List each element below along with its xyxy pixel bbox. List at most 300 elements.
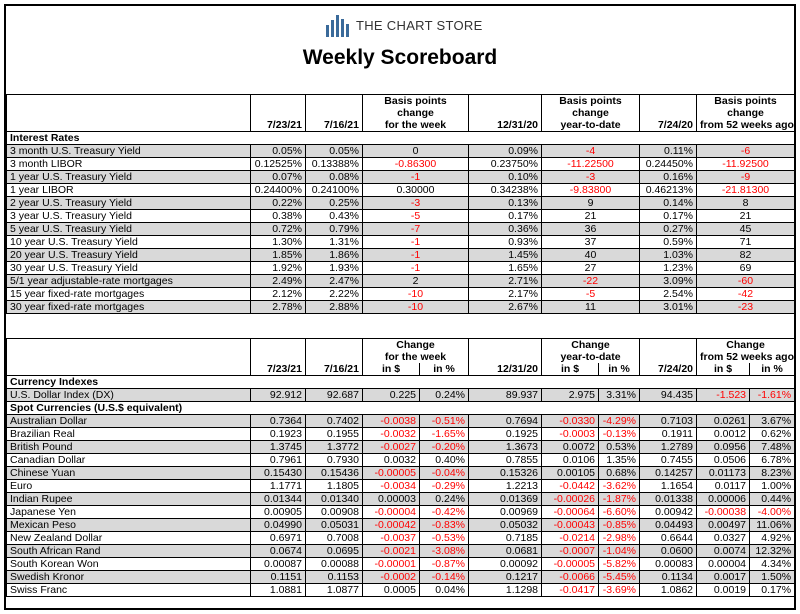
table-row xyxy=(7,428,795,441)
value-cell: 1.03% xyxy=(640,249,697,262)
header-chg-52-1: Change xyxy=(697,339,795,352)
change-pct-cell: 0.04% xyxy=(420,584,469,597)
table-row xyxy=(7,236,795,249)
change-usd-cell: -0.0037 xyxy=(363,532,420,545)
value-cell: 0.04990 xyxy=(251,519,306,532)
row-label: Canadian Dollar xyxy=(7,454,251,467)
row-label: 10 year U.S. Treasury Yield xyxy=(7,236,251,249)
change-usd-cell: -0.0007 xyxy=(542,545,599,558)
change-cell: 37 xyxy=(542,236,640,249)
change-cell: -9.83800 xyxy=(542,184,640,197)
row-label: 3 year U.S. Treasury Yield xyxy=(7,210,251,223)
value-cell: 1.1771 xyxy=(251,480,306,493)
value-cell: 1.2213 xyxy=(469,480,542,493)
value-cell: 0.00908 xyxy=(306,506,363,519)
change-usd-cell: 0.0032 xyxy=(363,454,420,467)
value-cell: 1.0862 xyxy=(640,584,697,597)
value-cell: 0.1153 xyxy=(306,571,363,584)
row-label: 30 year U.S. Treasury Yield xyxy=(7,262,251,275)
value-cell: 0.0600 xyxy=(640,545,697,558)
fx-header-week-pct: in % xyxy=(420,363,469,376)
change-pct-cell: -0.14% xyxy=(420,571,469,584)
change-cell: -1 xyxy=(363,262,469,275)
table-row xyxy=(7,454,795,467)
header-bp-52-2: change xyxy=(697,107,795,119)
value-cell: 0.1134 xyxy=(640,571,697,584)
value-cell: 0.0695 xyxy=(306,545,363,558)
fx-header-ytd-pct: in % xyxy=(599,363,640,376)
change-usd-cell: 0.0261 xyxy=(697,415,750,428)
table-row xyxy=(7,558,795,571)
value-cell: 1.30% xyxy=(251,236,306,249)
value-cell: 0.00969 xyxy=(469,506,542,519)
table-row xyxy=(7,584,795,597)
value-cell: 3.09% xyxy=(640,275,697,288)
change-pct-cell: 8.23% xyxy=(750,467,795,480)
change-cell: 36 xyxy=(542,223,640,236)
value-cell: 0.00087 xyxy=(251,558,306,571)
value-cell: 0.11% xyxy=(640,145,697,158)
value-cell: 1.1298 xyxy=(469,584,542,597)
change-cell: -1 xyxy=(363,171,469,184)
change-pct-cell: 4.34% xyxy=(750,558,795,571)
fx-header-date-4: 7/24/20 xyxy=(640,363,697,376)
fx-header-52-pct: in % xyxy=(750,363,795,376)
value-cell: 2.22% xyxy=(306,288,363,301)
row-label: 5/1 year adjustable-rate mortgages xyxy=(7,275,251,288)
change-cell: 21 xyxy=(542,210,640,223)
header-chg-week-1: Change xyxy=(363,339,469,352)
change-usd-cell: -0.0003 xyxy=(542,428,599,441)
row-label: Swiss Franc xyxy=(7,584,251,597)
change-cell: -60 xyxy=(697,275,795,288)
value-cell: 1.23% xyxy=(640,262,697,275)
logo-text: THE CHART STORE xyxy=(356,17,483,33)
header-chg-ytd-1: Change xyxy=(542,339,640,352)
change-pct-cell: -4.00% xyxy=(750,506,795,519)
change-usd-cell: -0.00064 xyxy=(542,506,599,519)
change-cell: -11.22500 xyxy=(542,158,640,171)
value-cell: 2.71% xyxy=(469,275,542,288)
fx-header-week-usd: in $ xyxy=(363,363,420,376)
header-date-3: 12/31/20 xyxy=(469,119,542,132)
value-cell: 0.43% xyxy=(306,210,363,223)
value-cell: 0.59% xyxy=(640,236,697,249)
value-cell: 89.937 xyxy=(469,389,542,402)
change-usd-cell: 0.0117 xyxy=(697,480,750,493)
change-pct-cell: 1.50% xyxy=(750,571,795,584)
value-cell: 1.93% xyxy=(306,262,363,275)
change-cell: -5 xyxy=(363,210,469,223)
value-cell: 0.7364 xyxy=(251,415,306,428)
value-cell: 1.85% xyxy=(251,249,306,262)
spot-currency-rows xyxy=(7,415,795,597)
change-usd-cell: -0.0027 xyxy=(363,441,420,454)
value-cell: 2.67% xyxy=(469,301,542,314)
value-cell: 1.31% xyxy=(306,236,363,249)
value-cell: 0.1217 xyxy=(469,571,542,584)
change-cell: -1 xyxy=(363,236,469,249)
change-pct-cell: 0.17% xyxy=(750,584,795,597)
value-cell: 0.1923 xyxy=(251,428,306,441)
value-cell: 2.78% xyxy=(251,301,306,314)
value-cell: 2.17% xyxy=(469,288,542,301)
change-pct-cell: 1.00% xyxy=(750,480,795,493)
table-row xyxy=(7,389,795,402)
change-pct-cell: 0.68% xyxy=(599,467,640,480)
value-cell: 0.7855 xyxy=(469,454,542,467)
change-usd-cell: -0.00026 xyxy=(542,493,599,506)
interest-rates-table xyxy=(6,94,795,314)
change-pct-cell: 6.78% xyxy=(750,454,795,467)
change-cell: -7 xyxy=(363,223,469,236)
value-cell: 0.00942 xyxy=(640,506,697,519)
change-pct-cell: -3.08% xyxy=(420,545,469,558)
value-cell: 0.6644 xyxy=(640,532,697,545)
value-cell: 0.10% xyxy=(469,171,542,184)
change-cell: -3 xyxy=(542,171,640,184)
fx-header-date-3: 12/31/20 xyxy=(469,363,542,376)
value-cell: 1.1805 xyxy=(306,480,363,493)
change-pct-cell: -3.62% xyxy=(599,480,640,493)
section-currency-indexes: Currency Indexes xyxy=(7,376,795,389)
change-pct-cell: -1.87% xyxy=(599,493,640,506)
change-cell: -23 xyxy=(697,301,795,314)
change-usd-cell: 0.0072 xyxy=(542,441,599,454)
header-bp-52-3: from 52 weeks ago xyxy=(697,119,795,132)
value-cell: 0.7455 xyxy=(640,454,697,467)
header-bp-week-1: Basis points xyxy=(363,95,469,108)
value-cell: 0.04493 xyxy=(640,519,697,532)
change-usd-cell: 0.0017 xyxy=(697,571,750,584)
value-cell: 0.34238% xyxy=(469,184,542,197)
change-cell: 71 xyxy=(697,236,795,249)
change-usd-cell: 0.0506 xyxy=(697,454,750,467)
table-row xyxy=(7,158,795,171)
change-pct-cell: 7.48% xyxy=(750,441,795,454)
row-label: Swedish Kronor xyxy=(7,571,251,584)
change-cell: -6 xyxy=(697,145,795,158)
value-cell: 0.15326 xyxy=(469,467,542,480)
value-cell: 0.05031 xyxy=(306,519,363,532)
interest-rates-rows xyxy=(7,145,795,314)
value-cell: 2.12% xyxy=(251,288,306,301)
change-usd-cell: -0.0038 xyxy=(363,415,420,428)
value-cell: 0.15430 xyxy=(251,467,306,480)
table-row xyxy=(7,262,795,275)
change-pct-cell: 0.44% xyxy=(750,493,795,506)
header-date-4: 7/24/20 xyxy=(640,119,697,132)
change-pct-cell: -1.65% xyxy=(420,428,469,441)
row-label: New Zealand Dollar xyxy=(7,532,251,545)
value-cell: 0.27% xyxy=(640,223,697,236)
table-row xyxy=(7,519,795,532)
change-pct-cell: -0.13% xyxy=(599,428,640,441)
table-row xyxy=(7,545,795,558)
value-cell: 92.687 xyxy=(306,389,363,402)
table-row xyxy=(7,571,795,584)
value-cell: 2.54% xyxy=(640,288,697,301)
value-cell: 0.12525% xyxy=(251,158,306,171)
change-pct-cell: -5.82% xyxy=(599,558,640,571)
value-cell: 0.14257 xyxy=(640,467,697,480)
value-cell: 0.0681 xyxy=(469,545,542,558)
value-cell: 0.01338 xyxy=(640,493,697,506)
change-usd-cell: -0.0032 xyxy=(363,428,420,441)
value-cell: 0.05032 xyxy=(469,519,542,532)
change-pct-cell: -0.42% xyxy=(420,506,469,519)
change-usd-cell: -1.523 xyxy=(697,389,750,402)
change-usd-cell: -0.0442 xyxy=(542,480,599,493)
table-row xyxy=(7,467,795,480)
table-row xyxy=(7,301,795,314)
change-usd-cell: 2.975 xyxy=(542,389,599,402)
table-row xyxy=(7,441,795,454)
value-cell: 0.46213% xyxy=(640,184,697,197)
change-pct-cell: -0.20% xyxy=(420,441,469,454)
value-cell: 0.15436 xyxy=(306,467,363,480)
value-cell: 0.7185 xyxy=(469,532,542,545)
value-cell: 0.72% xyxy=(251,223,306,236)
table-row xyxy=(7,288,795,301)
change-cell: 82 xyxy=(697,249,795,262)
section-interest-rates: Interest Rates xyxy=(7,132,795,145)
value-cell: 0.01340 xyxy=(306,493,363,506)
header-chg-week-2: for the week xyxy=(363,351,469,363)
change-usd-cell: -0.00043 xyxy=(542,519,599,532)
change-pct-cell: -2.98% xyxy=(599,532,640,545)
row-label: 3 month LIBOR xyxy=(7,158,251,171)
row-label: 15 year fixed-rate mortgages xyxy=(7,288,251,301)
row-label: 3 month U.S. Treasury Yield xyxy=(7,145,251,158)
change-cell: 0.30000 xyxy=(363,184,469,197)
change-cell: 40 xyxy=(542,249,640,262)
change-pct-cell: -4.29% xyxy=(599,415,640,428)
change-usd-cell: 0.00003 xyxy=(363,493,420,506)
change-cell: 0 xyxy=(363,145,469,158)
value-cell: 3.01% xyxy=(640,301,697,314)
value-cell: 0.22% xyxy=(251,197,306,210)
change-pct-cell: -1.61% xyxy=(750,389,795,402)
row-label: South African Rand xyxy=(7,545,251,558)
value-cell: 0.14% xyxy=(640,197,697,210)
change-cell: -0.86300 xyxy=(363,158,469,171)
change-usd-cell: -0.00001 xyxy=(363,558,420,571)
row-label: Australian Dollar xyxy=(7,415,251,428)
change-usd-cell: 0.00497 xyxy=(697,519,750,532)
value-cell: 0.07% xyxy=(251,171,306,184)
value-cell: 92.912 xyxy=(251,389,306,402)
change-pct-cell: 12.32% xyxy=(750,545,795,558)
section-spot-currencies: Spot Currencies (U.S.$ equivalent) xyxy=(7,402,795,415)
value-cell: 94.435 xyxy=(640,389,697,402)
change-cell: 9 xyxy=(542,197,640,210)
bar-chart-logo-icon xyxy=(324,13,350,37)
change-usd-cell: -0.00004 xyxy=(363,506,420,519)
header-bp-52-1: Basis points xyxy=(697,95,795,108)
value-cell: 0.0674 xyxy=(251,545,306,558)
fx-header-date-2: 7/16/21 xyxy=(306,363,363,376)
change-pct-cell: 0.53% xyxy=(599,441,640,454)
change-pct-cell: 0.24% xyxy=(420,493,469,506)
value-cell: 2.49% xyxy=(251,275,306,288)
fx-header-ytd-usd: in $ xyxy=(542,363,599,376)
value-cell: 0.1925 xyxy=(469,428,542,441)
change-pct-cell: 4.92% xyxy=(750,532,795,545)
row-label: 5 year U.S. Treasury Yield xyxy=(7,223,251,236)
row-label: 2 year U.S. Treasury Yield xyxy=(7,197,251,210)
value-cell: 1.3745 xyxy=(251,441,306,454)
value-cell: 1.65% xyxy=(469,262,542,275)
change-pct-cell: -0.04% xyxy=(420,467,469,480)
table-row xyxy=(7,145,795,158)
change-cell: 69 xyxy=(697,262,795,275)
change-usd-cell: 0.225 xyxy=(363,389,420,402)
value-cell: 0.09% xyxy=(469,145,542,158)
header-bp-ytd-1: Basis points xyxy=(542,95,640,108)
value-cell: 0.13% xyxy=(469,197,542,210)
change-cell: 27 xyxy=(542,262,640,275)
change-cell: -11.92500 xyxy=(697,158,795,171)
change-cell: -21.81300 xyxy=(697,184,795,197)
value-cell: 0.13388% xyxy=(306,158,363,171)
value-cell: 0.00905 xyxy=(251,506,306,519)
change-pct-cell: -0.53% xyxy=(420,532,469,545)
change-usd-cell: 0.0956 xyxy=(697,441,750,454)
value-cell: 0.05% xyxy=(251,145,306,158)
table-row xyxy=(7,415,795,428)
value-cell: 1.2789 xyxy=(640,441,697,454)
value-cell: 0.38% xyxy=(251,210,306,223)
value-cell: 0.1955 xyxy=(306,428,363,441)
value-cell: 0.00088 xyxy=(306,558,363,571)
value-cell: 1.1654 xyxy=(640,480,697,493)
value-cell: 0.08% xyxy=(306,171,363,184)
change-cell: 2 xyxy=(363,275,469,288)
value-cell: 1.3673 xyxy=(469,441,542,454)
change-usd-cell: 0.0012 xyxy=(697,428,750,441)
value-cell: 1.92% xyxy=(251,262,306,275)
change-usd-cell: 0.00006 xyxy=(697,493,750,506)
row-label: Euro xyxy=(7,480,251,493)
currency-table xyxy=(6,338,795,597)
value-cell: 0.7694 xyxy=(469,415,542,428)
value-cell: 0.24400% xyxy=(251,184,306,197)
table-row xyxy=(7,532,795,545)
page-title: Weekly Scoreboard xyxy=(302,46,498,69)
change-pct-cell: -3.69% xyxy=(599,584,640,597)
change-cell: 8 xyxy=(697,197,795,210)
change-pct-cell: 0.24% xyxy=(420,389,469,402)
table-row xyxy=(7,480,795,493)
table-row xyxy=(7,197,795,210)
change-cell: 21 xyxy=(697,210,795,223)
change-pct-cell: 3.67% xyxy=(750,415,795,428)
table-row xyxy=(7,275,795,288)
change-pct-cell: -5.45% xyxy=(599,571,640,584)
change-usd-cell: -0.0417 xyxy=(542,584,599,597)
table-row xyxy=(7,210,795,223)
change-cell: -42 xyxy=(697,288,795,301)
change-pct-cell: 0.40% xyxy=(420,454,469,467)
fx-header-date-1: 7/23/21 xyxy=(251,363,306,376)
row-label: British Pound xyxy=(7,441,251,454)
value-cell: 0.24100% xyxy=(306,184,363,197)
header-date-2: 7/16/21 xyxy=(306,119,363,132)
value-cell: 1.3772 xyxy=(306,441,363,454)
table-row xyxy=(7,223,795,236)
change-pct-cell: -0.83% xyxy=(420,519,469,532)
change-pct-cell: 0.62% xyxy=(750,428,795,441)
change-cell: 11 xyxy=(542,301,640,314)
change-usd-cell: -0.0034 xyxy=(363,480,420,493)
row-label: South Korean Won xyxy=(7,558,251,571)
change-usd-cell: -0.0002 xyxy=(363,571,420,584)
change-usd-cell: 0.0005 xyxy=(363,584,420,597)
change-cell: -22 xyxy=(542,275,640,288)
header-bp-week-3: for the week xyxy=(363,119,469,132)
value-cell: 0.05% xyxy=(306,145,363,158)
change-cell: -1 xyxy=(363,249,469,262)
row-label: Indian Rupee xyxy=(7,493,251,506)
header-chg-52-2: from 52 weeks ago xyxy=(697,351,795,363)
value-cell: 0.7961 xyxy=(251,454,306,467)
value-cell: 0.7402 xyxy=(306,415,363,428)
value-cell: 0.7008 xyxy=(306,532,363,545)
change-cell: -3 xyxy=(363,197,469,210)
value-cell: 1.86% xyxy=(306,249,363,262)
change-usd-cell: 0.0074 xyxy=(697,545,750,558)
change-usd-cell: -0.00038 xyxy=(697,506,750,519)
value-cell: 0.01344 xyxy=(251,493,306,506)
change-cell: -4 xyxy=(542,145,640,158)
value-cell: 0.17% xyxy=(469,210,542,223)
value-cell: 0.36% xyxy=(469,223,542,236)
row-label: Brazilian Real xyxy=(7,428,251,441)
change-usd-cell: -0.00005 xyxy=(363,467,420,480)
table-row xyxy=(7,184,795,197)
header-chg-ytd-2: year-to-date xyxy=(542,351,640,363)
change-usd-cell: 0.0019 xyxy=(697,584,750,597)
change-pct-cell: -0.85% xyxy=(599,519,640,532)
scoreboard-sheet xyxy=(4,4,796,610)
change-usd-cell: -0.0021 xyxy=(363,545,420,558)
change-usd-cell: 0.00004 xyxy=(697,558,750,571)
value-cell: 0.6971 xyxy=(251,532,306,545)
value-cell: 0.00083 xyxy=(640,558,697,571)
change-cell: -9 xyxy=(697,171,795,184)
change-cell: 45 xyxy=(697,223,795,236)
value-cell: 0.16% xyxy=(640,171,697,184)
currency-index-rows xyxy=(7,389,795,402)
change-pct-cell: 3.31% xyxy=(599,389,640,402)
row-label: 1 year LIBOR xyxy=(7,184,251,197)
change-usd-cell: -0.00005 xyxy=(542,558,599,571)
value-cell: 0.1911 xyxy=(640,428,697,441)
change-pct-cell: -1.04% xyxy=(599,545,640,558)
value-cell: 2.47% xyxy=(306,275,363,288)
value-cell: 2.88% xyxy=(306,301,363,314)
value-cell: 0.17% xyxy=(640,210,697,223)
change-cell: -10 xyxy=(363,288,469,301)
change-pct-cell: 11.06% xyxy=(750,519,795,532)
value-cell: 0.23750% xyxy=(469,158,542,171)
value-cell: 0.93% xyxy=(469,236,542,249)
change-usd-cell: -0.0066 xyxy=(542,571,599,584)
value-cell: 1.45% xyxy=(469,249,542,262)
value-cell: 0.25% xyxy=(306,197,363,210)
change-pct-cell: -0.51% xyxy=(420,415,469,428)
